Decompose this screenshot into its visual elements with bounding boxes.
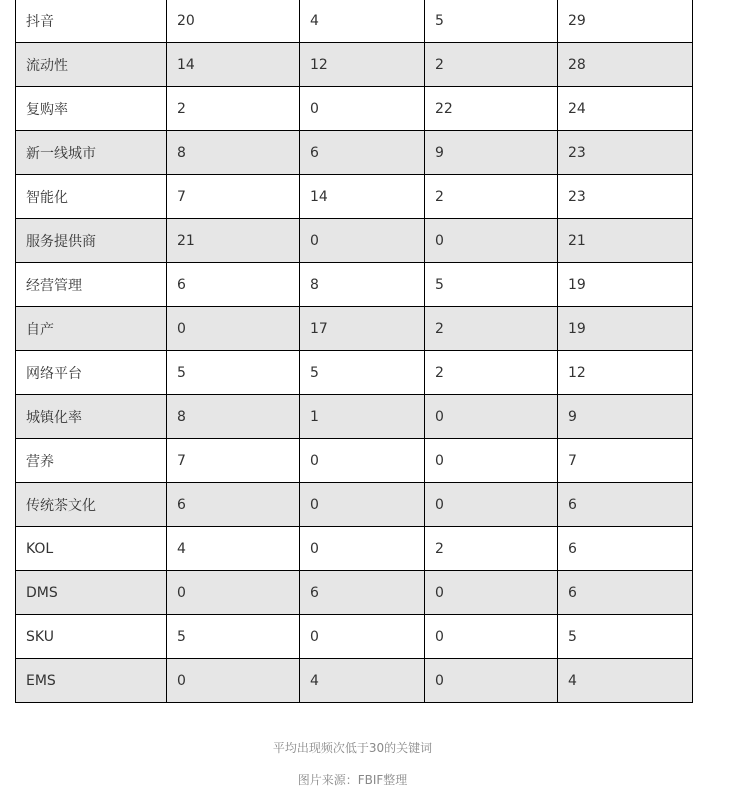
table-caption: 平均出现频次低于30的关键词 [272, 741, 433, 755]
count-cell: 8 [167, 395, 300, 439]
table-row [16, 527, 693, 571]
count-cell: 2 [425, 307, 558, 351]
count-cell: 6 [558, 527, 693, 571]
count-cell: 5 [425, 0, 558, 43]
count-cell: 2 [167, 87, 300, 131]
keyword-cell: 复购率 [16, 87, 167, 131]
count-cell: 19 [558, 263, 693, 307]
keyword-cell: 抖音 [16, 0, 167, 43]
count-cell: 0 [425, 659, 558, 703]
table-row [16, 659, 693, 703]
count-cell: 8 [300, 263, 425, 307]
keyword-cell: 传统茶文化 [16, 483, 167, 527]
count-cell: 19 [558, 307, 693, 351]
count-cell: 21 [167, 219, 300, 263]
keyword-cell: DMS [16, 571, 167, 615]
keyword-cell: SKU [16, 615, 167, 659]
table-row [16, 615, 693, 659]
count-cell: 28 [558, 43, 693, 87]
count-cell: 0 [167, 307, 300, 351]
count-cell: 0 [300, 615, 425, 659]
count-cell: 0 [300, 87, 425, 131]
count-cell: 0 [425, 483, 558, 527]
count-cell: 14 [300, 175, 425, 219]
count-cell: 0 [300, 219, 425, 263]
count-cell: 5 [167, 351, 300, 395]
table-row [16, 307, 693, 351]
count-cell: 12 [558, 351, 693, 395]
count-cell: 21 [558, 219, 693, 263]
count-cell: 9 [425, 131, 558, 175]
count-cell: 24 [558, 87, 693, 131]
count-cell: 20 [167, 0, 300, 43]
table-row [16, 263, 693, 307]
count-cell: 6 [558, 571, 693, 615]
count-cell: 4 [558, 659, 693, 703]
count-cell: 6 [300, 131, 425, 175]
table-row [16, 219, 693, 263]
table-row [16, 43, 693, 87]
count-cell: 0 [425, 219, 558, 263]
count-cell: 2 [425, 43, 558, 87]
table-row [16, 483, 693, 527]
table-row [16, 395, 693, 439]
count-cell: 12 [300, 43, 425, 87]
table-row [16, 131, 693, 175]
table-row [16, 571, 693, 615]
count-cell: 29 [558, 0, 693, 43]
table-row [16, 175, 693, 219]
count-cell: 6 [167, 263, 300, 307]
keyword-cell: 服务提供商 [16, 219, 167, 263]
count-cell: 6 [300, 571, 425, 615]
count-cell: 0 [425, 615, 558, 659]
count-cell: 0 [425, 395, 558, 439]
table-row [16, 87, 693, 131]
count-cell: 0 [425, 439, 558, 483]
count-cell: 0 [300, 483, 425, 527]
keyword-cell: EMS [16, 659, 167, 703]
keyword-cell: 流动性 [16, 43, 167, 87]
count-cell: 1 [300, 395, 425, 439]
count-cell: 17 [300, 307, 425, 351]
count-cell: 0 [300, 439, 425, 483]
count-cell: 6 [167, 483, 300, 527]
count-cell: 0 [167, 571, 300, 615]
count-cell: 23 [558, 175, 693, 219]
count-cell: 5 [167, 615, 300, 659]
table-row [16, 0, 693, 43]
count-cell: 7 [167, 439, 300, 483]
count-cell: 4 [300, 659, 425, 703]
count-cell: 0 [300, 527, 425, 571]
keyword-cell: 自产 [16, 307, 167, 351]
count-cell: 8 [167, 131, 300, 175]
count-cell: 2 [425, 527, 558, 571]
count-cell: 23 [558, 131, 693, 175]
keyword-table [15, 0, 693, 703]
count-cell: 22 [425, 87, 558, 131]
count-cell: 5 [425, 263, 558, 307]
count-cell: 9 [558, 395, 693, 439]
keyword-cell: 网络平台 [16, 351, 167, 395]
keyword-cell: 城镇化率 [16, 395, 167, 439]
count-cell: 14 [167, 43, 300, 87]
count-cell: 7 [167, 175, 300, 219]
count-cell: 4 [167, 527, 300, 571]
count-cell: 5 [300, 351, 425, 395]
count-cell: 2 [425, 351, 558, 395]
table-row [16, 439, 693, 483]
keyword-cell: 营养 [16, 439, 167, 483]
image-source: 图片来源：FBIF整理 [297, 773, 408, 787]
keyword-cell: 经营管理 [16, 263, 167, 307]
count-cell: 6 [558, 483, 693, 527]
keyword-cell: 新一线城市 [16, 131, 167, 175]
keyword-cell: KOL [16, 527, 167, 571]
table-row [16, 351, 693, 395]
count-cell: 2 [425, 175, 558, 219]
keyword-cell: 智能化 [16, 175, 167, 219]
count-cell: 0 [425, 571, 558, 615]
count-cell: 7 [558, 439, 693, 483]
count-cell: 4 [300, 0, 425, 43]
count-cell: 0 [167, 659, 300, 703]
count-cell: 5 [558, 615, 693, 659]
